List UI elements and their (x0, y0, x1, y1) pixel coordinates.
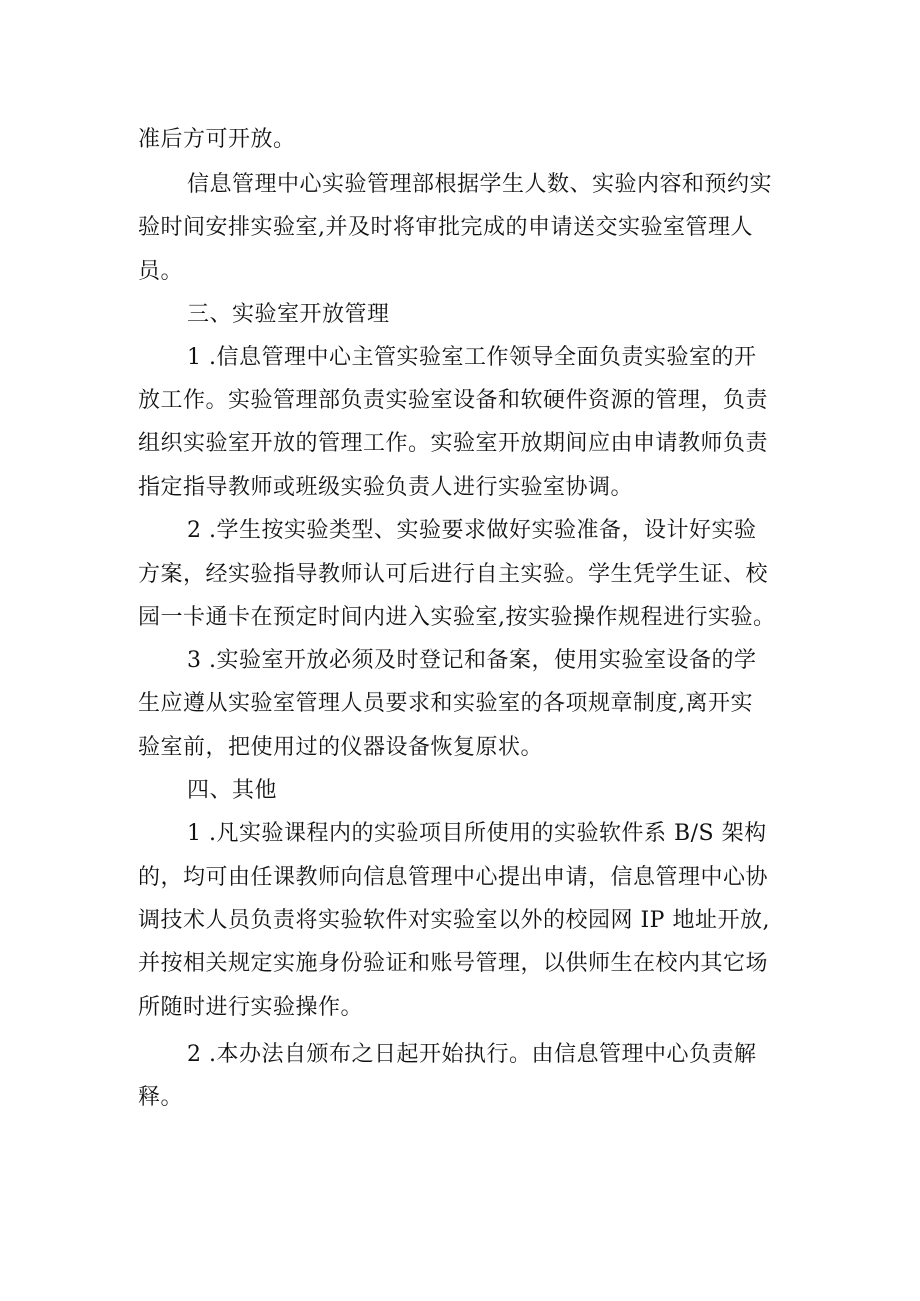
section-heading: 三、实验室开放管理 (187, 302, 390, 327)
text-line: 员。 (138, 259, 184, 284)
text-line: 2 .本办法自颁布之日起开始执行。由信息管理中心负责解 (187, 1042, 757, 1067)
text-line: 指定指导教师或班级实验负责人进行实验室协调。 (138, 475, 634, 500)
text-line: 3 .实验室开放必须及时登记和备案，使用实验室设备的学 (187, 648, 757, 673)
text-line: 方案，经实验指导教师认可后进行自主实验。学生凭学生证、校 (138, 562, 769, 587)
text-line: 放工作。实验管理部负责实验室设备和软硬件资源的管理，负责 (138, 388, 769, 413)
text-line: 调技术人员负责将实验软件对实验室以外的校园网 IP 地址开放, (138, 908, 770, 933)
section-heading: 四、其他 (187, 778, 278, 803)
text-line: 园一卡通卡在预定时间内进入实验室,按实验操作规程进行实验。 (138, 605, 776, 630)
text-line: 验时间安排实验室,并及时将审批完成的申请送交实验室管理人 (138, 215, 753, 240)
text-line: 1 .凡实验课程内的实验项目所使用的实验软件系 B/S 架构 (187, 821, 767, 846)
text-line: 准后方可开放。 (138, 127, 296, 152)
text-line: 验室前，把使用过的仪器设备恢复原状。 (138, 735, 544, 760)
text-line: 组织实验室开放的管理工作。实验室开放期间应由申请教师负责 (138, 431, 769, 456)
text-line: 所随时进行实验操作。 (138, 995, 364, 1020)
text-line: 释。 (138, 1085, 184, 1110)
text-line: 生应遵从实验室管理人员要求和实验室的各项规章制度,离开实 (138, 691, 753, 716)
text-line: 2 .学生按实验类型、实验要求做好实验准备，设计好实验 (187, 518, 757, 543)
text-line: 信息管理中心实验管理部根据学生人数、实验内容和预约实 (187, 172, 773, 197)
text-line: 1 .信息管理中心主管实验室工作领导全面负责实验室的开 (187, 345, 757, 370)
text-line: 并按相关规定实施身份验证和账号管理，以供师生在校内其它场 (138, 951, 769, 976)
text-line: 的，均可由任课教师向信息管理中心提出申请，信息管理中心协 (138, 865, 769, 890)
